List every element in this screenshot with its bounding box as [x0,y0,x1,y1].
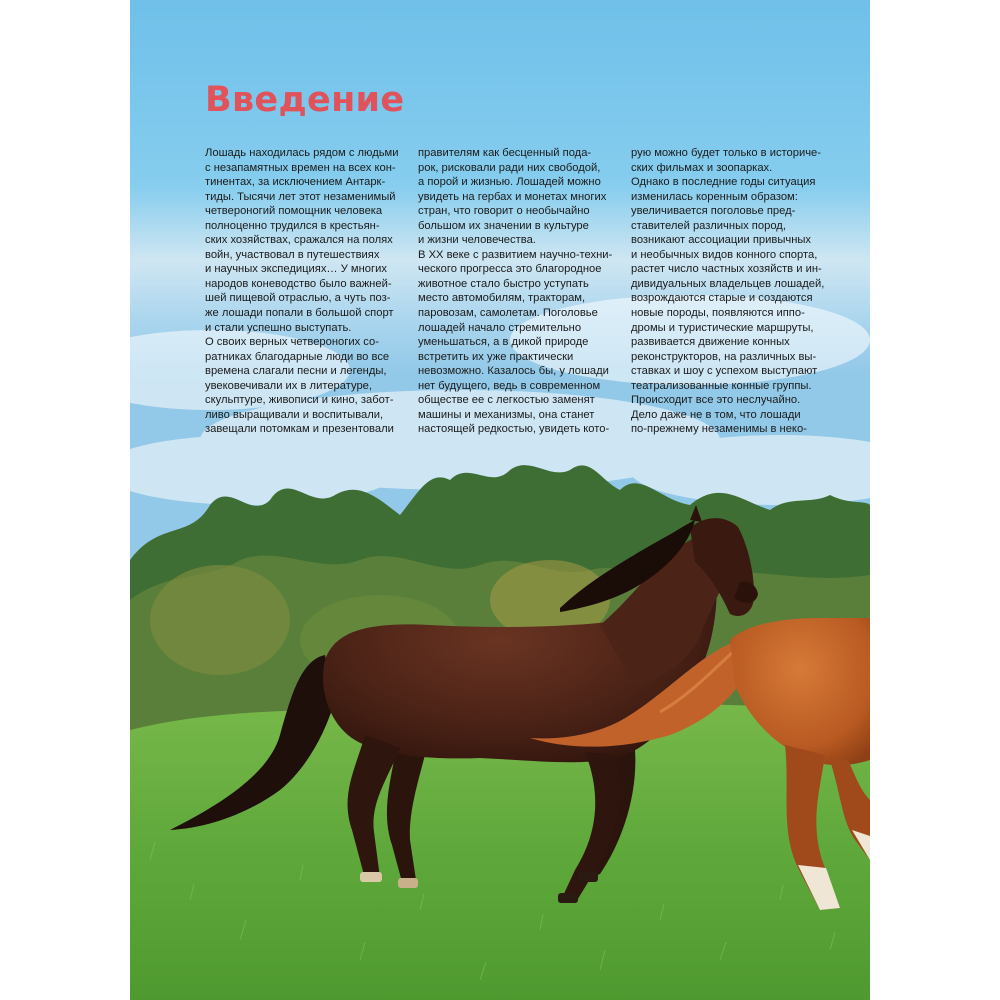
text-line: возникают ассоциации привычных [631,234,812,247]
text-line: театрализованные конные группы. [631,379,812,392]
text-line: изменилась коренным образом: [631,190,798,203]
text-line: новые породы, появляются иппо- [631,307,805,320]
text-line: народов коневодство было важней- [205,277,392,290]
text-line: настоящей редкостью, увидеть кото- [418,423,610,436]
text-line: место автомобилям, тракторам, [418,292,586,305]
text-line: шей пищевой отраслью, а чуть поз- [205,292,391,305]
text-line: Дело даже не в том, что лошади [631,408,801,421]
text-line: полноценно трудился в крестьян- [205,219,380,232]
book-page [130,0,870,1000]
text-line: войн, участвовал в путешествиях [205,248,380,261]
text-line: увековечивали их в литературе, [205,379,373,392]
text-line: большом их значении в культуре [418,219,589,232]
text-line: Лошадь находилась рядом с людьми [205,147,399,159]
text-line: стран, что говорит о необычайно [418,205,590,218]
text-line: по-прежнему незаменимы в неко- [631,423,807,436]
text-column-2 [418,146,614,437]
text-line: уменьшаться, а в дикой природе [418,336,589,349]
text-line: ставителей различных пород, [631,219,786,232]
text-line: ских хозяйствах, сражался на полях [205,234,393,247]
text-line: ратниках благодарные люди во все [205,350,390,363]
text-line: и стали успешно выступать. [205,321,352,334]
text-line: и жизни человечества. [418,234,536,247]
text-line: обществе ее с легкостью заменят [418,394,595,407]
text-column-1 [205,146,401,437]
text-line: увеличивается поголовье пред- [631,205,796,218]
text-line: завещали потомкам и презентовали [205,423,394,436]
text-line: ческого прогресса это благородное [418,263,602,276]
text-line: реконструкторов, на различных вы- [631,350,817,363]
chapter-heading: Введение [205,80,405,120]
text-line: тиды. Тысячи лет этот незаменимый [205,190,396,203]
text-line: правителям как бесценный пода- [418,147,592,159]
text-line: увидеть на гербах и монетах многих [418,190,607,203]
text-line: ставках и шоу с успехом выступают [631,365,818,378]
text-line: и необычных видов конного спорта, [631,248,818,261]
text-line: и научных экспедициях… У многих [205,263,387,276]
text-line: тинентах, за исключением Антарк- [205,176,386,189]
text-line: паровозам, самолетам. Поголовье [418,307,598,320]
text-line: рок, рисковали ради них свободой, [418,161,601,174]
text-line: лошадей начало стремительно [418,321,582,334]
text-line: ливо выращивали и воспитывали, [205,408,384,421]
text-line: дромы и туристические маршруты, [631,321,814,334]
text-line: машины и механизмы, она станет [418,408,595,421]
text-line: с незапамятных времен на всех кон- [205,161,396,174]
text-line: нет будущего, ведь в современном [418,379,601,392]
text-line: рую можно будет только в историче- [631,147,822,159]
text-line: возрождаются старые и создаются [631,292,813,305]
text-line: развивается движение конных [631,336,790,349]
text-line: а порой и жизнью. Лошадей можно [418,176,601,189]
text-line: Однако в последние годы ситуация [631,176,816,189]
text-column-3 [631,146,827,437]
text-line: встретить их уже практически [418,350,574,363]
text-line: четвероногий помощник человека [205,205,383,218]
text-line: растет число частных хозяйств и ин- [631,263,822,276]
text-line: дивидуальных владельцев лошадей, [631,277,825,290]
text-line: животное стало быстро уступать [418,277,589,290]
text-line: скульптуре, живописи и кино, забот- [205,394,394,407]
text-line: О своих верных четвероногих со- [205,336,379,349]
text-line: Происходит все это неслучайно. [631,394,801,407]
text-line: времена слагали песни и легенды, [205,365,387,378]
text-line: же лошади попали в большой спорт [205,307,394,320]
text-line: невозможно. Казалось бы, у лошади [418,365,609,378]
text-line: В XX веке с развитием научно-техни- [418,248,613,261]
text-line: ских фильмах и зоопарках. [631,161,773,174]
